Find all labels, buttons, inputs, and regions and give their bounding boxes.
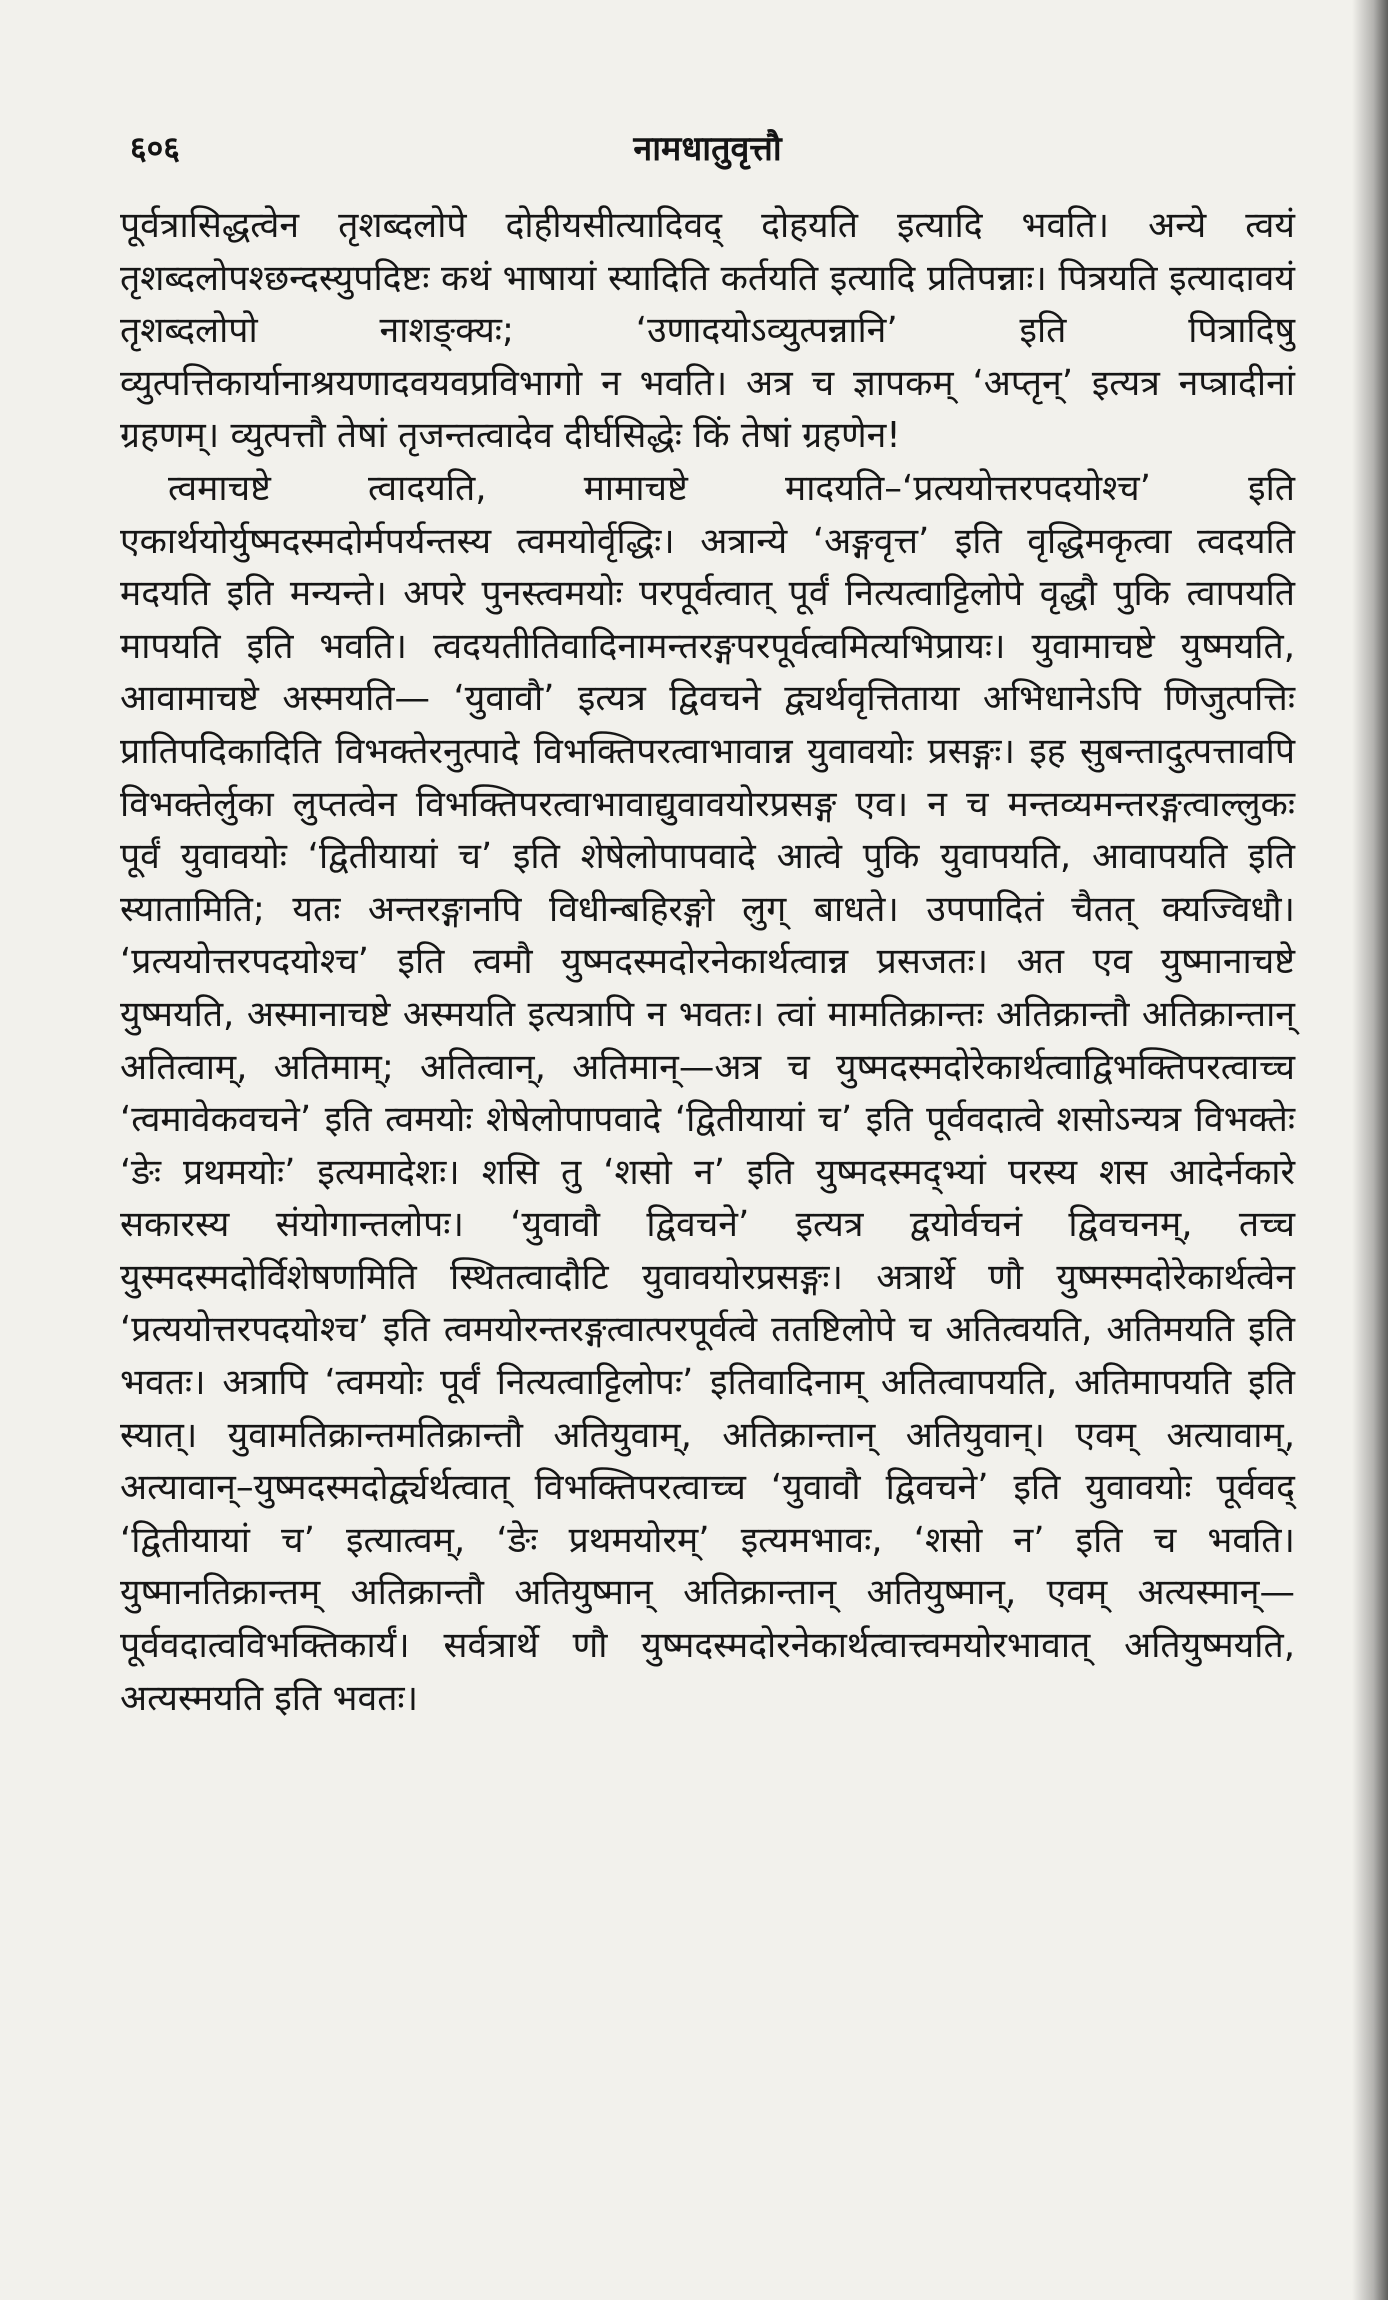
- body-text: [120, 200, 1295, 1725]
- running-title: नामधातुवृत्तौ: [633, 129, 782, 169]
- paragraph-2: त्वमाचष्टे त्वादयति, मामाचष्टे मादयति–‘प्रत्ययोत्तरपदयोश्च’ इति एकार्थयोर्युष्मदस्मदोर्मपर्यन्तस्य त्वमयोर्वृद्धिः। अत्रान्ये ‘अङ्गवृत्त’ इति वृद्धिमकृत्वा त्वदयति मदयति इति मन्यन्ते। अपरे पुनस्त्वमयोः परपूर्वत्वात् पूर्वं नित्यत्वाट्टिलोपे वृद्धौ पुकि त्वापयति मापयति इति भवति। त्वदयतीतिवादिनामन्तरङ्गपरपूर्वत्वमित्यभिप्रायः। युवामाचष्टे युष्मयति, आवामाचष्टे अस्मयति— ‘युवावौ’ इत्यत्र द्विवचने द्व्यर्थवृत्तिताया अभिधानेऽपि णिजुत्पत्तिः प्रातिपदिकादिति विभक्तेरनुत्पादे विभक्तिपरत्वाभावान्न युवावयोः प्रसङ्गः। इह सुबन्तादुत्पत्तावपि विभक्तेर्लुका लुप्तत्वेन विभक्तिपरत्वाभावाद्युवावयोरप्रसङ्ग एव। न च मन्तव्यमन्तरङ्गत्वाल्लुकः पूर्वं युवावयोः ‘द्वितीयायां च’ इति शेषेलोपापवादे आत्वे पुकि युवापयति, आवापयति इति स्यातामिति; यतः अन्तरङ्गानपि विधीन्बहिरङ्गो लुग् बाधते। उपपादितं चैतत् क्यज्विधौ। ‘प्रत्ययोत्तरपदयोश्च’ इति त्वमौ युष्मदस्मदोरनेकार्थत्वान्न प्रसजतः। अत एव युष्मानाचष्टे युष्मयति, अस्मानाचष्टे अस्मयति इत्यत्रापि न भवतः। त्वां मामतिक्रान्तः अतिक्रान्तौ अतिक्रान्तान् अतित्वाम्, अतिमाम्; अतित्वान्, अतिमान्—अत्र च युष्मदस्मदोरेकार्थत्वाद्विभक्तिपरत्वाच्च ‘त्वमावेकवचने’ इति त्वमयोः शेषेलोपापवादे ‘द्वितीयायां च’ इति पूर्ववदात्वे शसोऽन्यत्र विभक्तेः ‘ङेः प्रथमयोः’ इत्यमादेशः। शसि तु ‘शसो न’ इति युष्मदस्मद्भ्यां परस्य शस आदेर्नकारे सकारस्य संयोगान्तलोपः। ‘युवावौ द्विवचने’ इत्यत्र द्वयोर्वचनं द्विवचनम्, तच्च युस्मदस्मदोर्विशेषणमिति स्थितत्वादौटि युवावयोरप्रसङ्गः। अत्रार्थे णौ युष्मस्मदोरेकार्थत्वेन ‘प्रत्ययोत्तरपदयोश्च’ इति त्वमयोरन्तरङ्गत्वात्परपूर्वत्वे ततष्टिलोपे च अतित्वयति, अतिमयति इति भवतः। अत्रापि ‘त्वमयोः पूर्वं नित्यत्वाट्टिलोपः’ इतिवादिनाम् अतित्वापयति, अतिमापयति इति स्यात्। युवामतिक्रान्तमतिक्रान्तौ अतियुवाम्, अतिक्रान्तान् अतियुवान्। एवम् अत्यावाम्, अत्यावान्–युष्मदस्मदोर्द्व्यर्थत्वात् विभक्तिपरत्वाच्च ‘युवावौ द्विवचने’ इति युवावयोः पूर्ववद् ‘द्वितीयायां च’ इत्यात्वम्, ‘ङेः प्रथमयोरम्’ इत्यमभावः, ‘शसो न’ इति च भवति। युष्मानतिक्रान्तम् अतिक्रान्तौ अतियुष्मान् अतिक्रान्तान् अतियुष्मान्, एवम् अत्यस्मान्—पूर्ववदात्वविभक्तिकार्यं। सर्वत्रार्थे णौ युष्मदस्मदोरनेकार्थत्वात्त्वमयोरभावात् अतियुष्मयति, अत्यस्मयति इति भवतः।: [120, 467, 1295, 1719]
- binding-shadow: [1352, 0, 1388, 2300]
- paragraph-1: पूर्वत्रासिद्धत्वेन तृशब्दलोपे दोहीयसीत्यादिवद् दोहयति इत्यादि भवति। अन्ये त्वयं तृशब्दलोपश्छन्दस्युपदिष्टः कथं भाषायां स्यादिति कर्तयति इत्यादि प्रतिपन्नाः। पित्रयति इत्यादावयं तृशब्दलोपो नाशङ्क्यः; ‘उणादयोऽव्युत्पन्नानि’ इति पित्रादिषु व्युत्पत्तिकार्यानाश्रयणादवयवप्रविभागो न भवति। अत्र च ज्ञापकम् ‘अप्तृन्’ इत्यत्र नप्त्रादीनां ग्रहणम्। व्युत्पत्तौ तेषां तृजन्तत्वादेव दीर्घसिद्धेः किं तेषां ग्रहणेन!: [120, 205, 1295, 457]
- page-number: ६०६: [130, 129, 180, 167]
- page-header: [120, 118, 1295, 174]
